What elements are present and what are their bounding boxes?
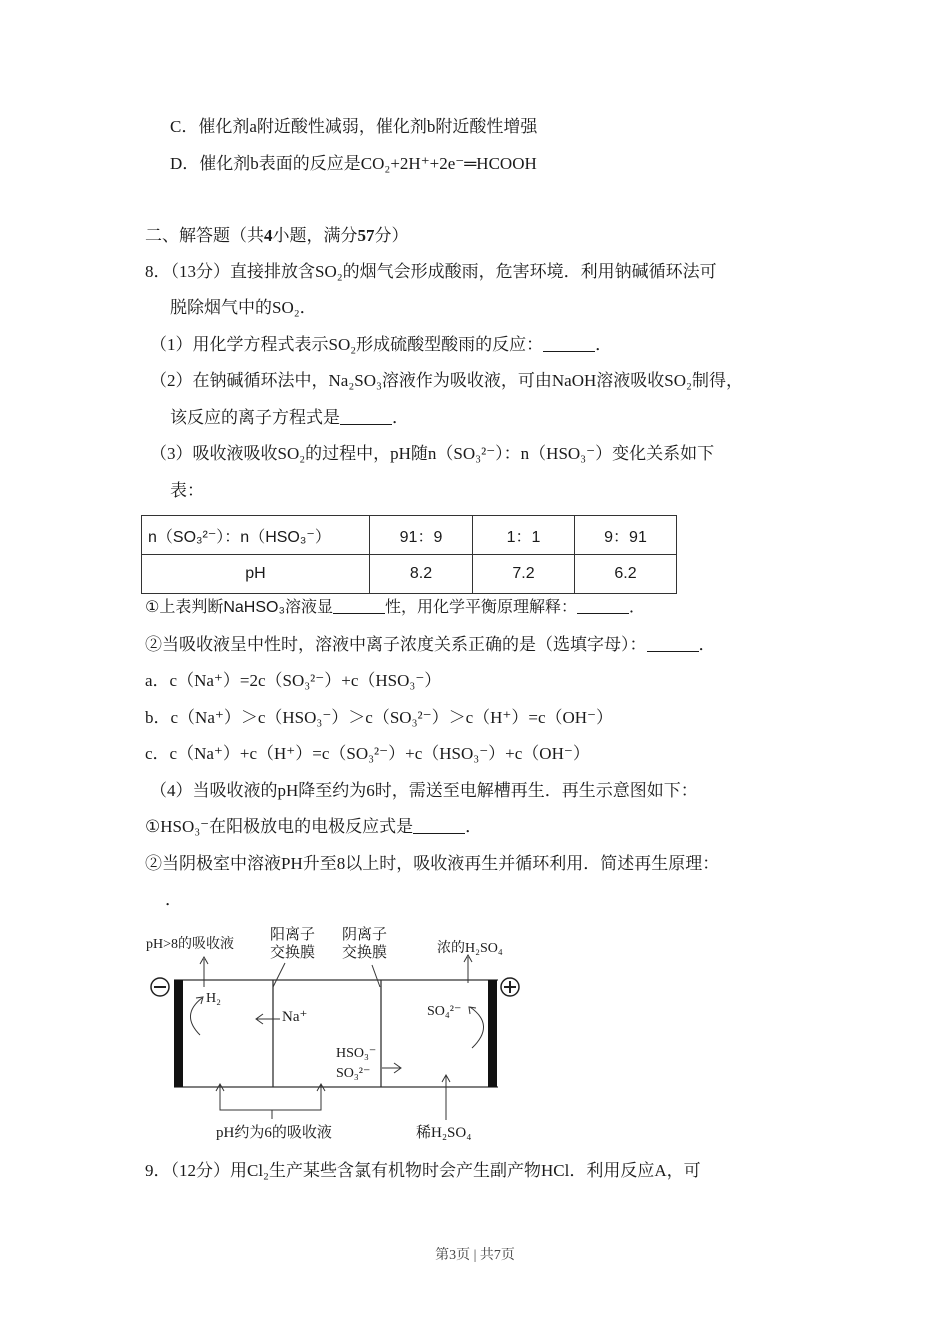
q8-part1-text: （1）用化学方程式表示SO₂形成硫酸型酸雨的反应： bbox=[150, 335, 544, 354]
section-title-part: 二、解答题（共 bbox=[145, 226, 264, 245]
outlet-conc-h2so4-label: 浓的H₂SO₄ bbox=[437, 941, 503, 956]
q8-number: 8． bbox=[145, 262, 171, 281]
section-heading bbox=[145, 225, 409, 247]
q8-part3-sub1-text-b: 性，用化学平衡原理解释： bbox=[385, 599, 578, 616]
option-c-text: 催化剂a附近酸性减弱，催化剂b附近酸性增强 bbox=[198, 117, 538, 136]
section-score: 57 bbox=[357, 226, 375, 245]
q8-part1: （1）用化学方程式表示SO₂形成硫酸型酸雨的反应： ． bbox=[150, 335, 613, 354]
q8-part3-sub1: ①上表判断NaHSO₃溶液显 性，用化学平衡原理解释： ． bbox=[145, 599, 646, 616]
q8-part4-sub2-end: ． bbox=[165, 890, 182, 909]
outlet-high-ph-label: pH>8的吸收液 bbox=[146, 937, 235, 952]
ph-ratio-table bbox=[141, 515, 677, 594]
option-d bbox=[170, 153, 537, 175]
option-c bbox=[170, 116, 537, 138]
q8-part4-sub1: ①HSO₃⁻在阳极放电的电极反应式是 ． bbox=[145, 817, 483, 836]
option-d-label: D． bbox=[170, 154, 200, 173]
table-cell: 8.2 bbox=[370, 555, 473, 594]
q8-part2-line1: （2）在钠碱循环法中，Na₂SO₃溶液作为吸收液，可由NaOH溶液吸收SO₂制得， bbox=[150, 371, 743, 390]
electrolysis-diagram bbox=[140, 915, 540, 1145]
q8-part2-text: 该反应的离子方程式是 bbox=[170, 408, 340, 427]
section-title-end: 分） bbox=[374, 226, 409, 245]
q9-text: （12分）用Cl₂生产某些含氯有机物时会产生副产物HCl．利用反应A，可 bbox=[170, 1161, 701, 1180]
answer-blank[interactable] bbox=[647, 635, 699, 652]
q8-part3-sub2: ②当吸收液呈中性时，溶液中离子浓度关系正确的是（选填字母）： ． bbox=[145, 635, 716, 654]
table-cell: 1：1 bbox=[473, 516, 575, 555]
q8-intro-line1 bbox=[145, 261, 717, 283]
so4-ion-label: SO₄²⁻ bbox=[427, 1004, 462, 1019]
hso3-ion-label: HSO₃⁻ bbox=[336, 1046, 377, 1061]
table-row bbox=[142, 555, 677, 594]
q8-part2-line2: 该反应的离子方程式是 ． bbox=[170, 408, 409, 427]
q8-part4: （4）当吸收液的pH降至约为6时，需送至电解槽再生．再生示意图如下： bbox=[150, 781, 698, 800]
q8-points: （13分） bbox=[170, 262, 230, 281]
q9-number: 9． bbox=[145, 1161, 171, 1180]
answer-blank[interactable] bbox=[413, 817, 465, 834]
option-d-text: 催化剂b表面的反应是 bbox=[199, 154, 361, 173]
option-c-label: C． bbox=[170, 117, 199, 136]
section-count: 4 bbox=[264, 226, 273, 245]
choice-a: a．c（Na⁺）=2c（SO₃²⁻）+c（HSO₃⁻） bbox=[145, 671, 442, 690]
table-cell: 91：9 bbox=[370, 516, 473, 555]
section-title-mid: 小题，满分 bbox=[272, 226, 358, 245]
table-header-cell: n（SO₃²⁻）：n（HSO₃⁻） bbox=[142, 516, 370, 555]
page-footer: 第3页 | 共7页 bbox=[435, 1248, 515, 1263]
table-cell: 7.2 bbox=[473, 555, 575, 594]
cation-membrane-label-1: 阳离子 bbox=[270, 925, 316, 943]
q8-part3-sub2-text: ②当吸收液呈中性时，溶液中离子浓度关系正确的是（选填字母）： bbox=[145, 635, 647, 654]
anion-membrane-label-1: 阴离子 bbox=[342, 925, 388, 943]
table-row bbox=[142, 516, 677, 555]
anode-plate bbox=[488, 980, 497, 1087]
answer-blank[interactable] bbox=[577, 597, 629, 614]
q9-intro bbox=[145, 1160, 701, 1182]
q8-intro-text: 直接排放含SO₂的烟气会形成酸雨，危害环境．利用钠碱循环法可 bbox=[230, 262, 717, 281]
inlet-ph6-label: pH约为6的吸收液 bbox=[216, 1125, 332, 1141]
q8-part3-sub1-text-a: ①上表判断NaHSO₃溶液显 bbox=[145, 599, 333, 616]
q8-part4-sub2: ②当阴极室中溶液PH升至8以上时，吸收液再生并循环利用．简述再生原理： bbox=[145, 854, 720, 873]
answer-blank[interactable] bbox=[333, 597, 385, 614]
h2-label: H₂ bbox=[206, 991, 221, 1006]
q8-part4-sub1-text: ①HSO₃⁻在阳极放电的电极反应式是 bbox=[145, 817, 414, 836]
table-header-cell: pH bbox=[142, 555, 370, 594]
choice-b: b．c（Na⁺）＞c（HSO₃⁻）＞c（SO₃²⁻）＞c（H⁺）=c（OH⁻） bbox=[145, 708, 614, 727]
choice-c: c．c（Na⁺）+c（H⁺）=c（SO₃²⁻）+c（HSO₃⁻）+c（OH⁻） bbox=[145, 744, 590, 763]
anion-membrane-label bbox=[342, 925, 387, 961]
table-cell: 6.2 bbox=[575, 555, 677, 594]
table-cell: 9：91 bbox=[575, 516, 677, 555]
q8-part3-line1: （3）吸收液吸收SO₂的过程中，pH随n（SO₃²⁻）：n（HSO₃⁻）变化关系如下 bbox=[150, 444, 715, 463]
q8-intro-line2: 脱除烟气中的SO₂． bbox=[170, 298, 317, 317]
option-d-formula: CO₂+2H⁺+2e⁻═HCOOH bbox=[360, 154, 537, 173]
answer-blank[interactable] bbox=[340, 408, 392, 425]
cation-membrane-label-2: 交换膜 bbox=[270, 943, 316, 961]
answer-blank[interactable] bbox=[543, 335, 595, 352]
anion-membrane-label-2: 交换膜 bbox=[342, 943, 388, 961]
cathode-plate bbox=[174, 980, 183, 1087]
na-ion-label: Na⁺ bbox=[282, 1009, 308, 1025]
q8-part3-line2: 表： bbox=[170, 481, 204, 500]
inlet-dilute-h2so4-label: 稀H₂SO₄ bbox=[416, 1125, 472, 1141]
so3-ion-label: SO₃²⁻ bbox=[336, 1066, 371, 1081]
cation-membrane-label bbox=[270, 925, 315, 961]
